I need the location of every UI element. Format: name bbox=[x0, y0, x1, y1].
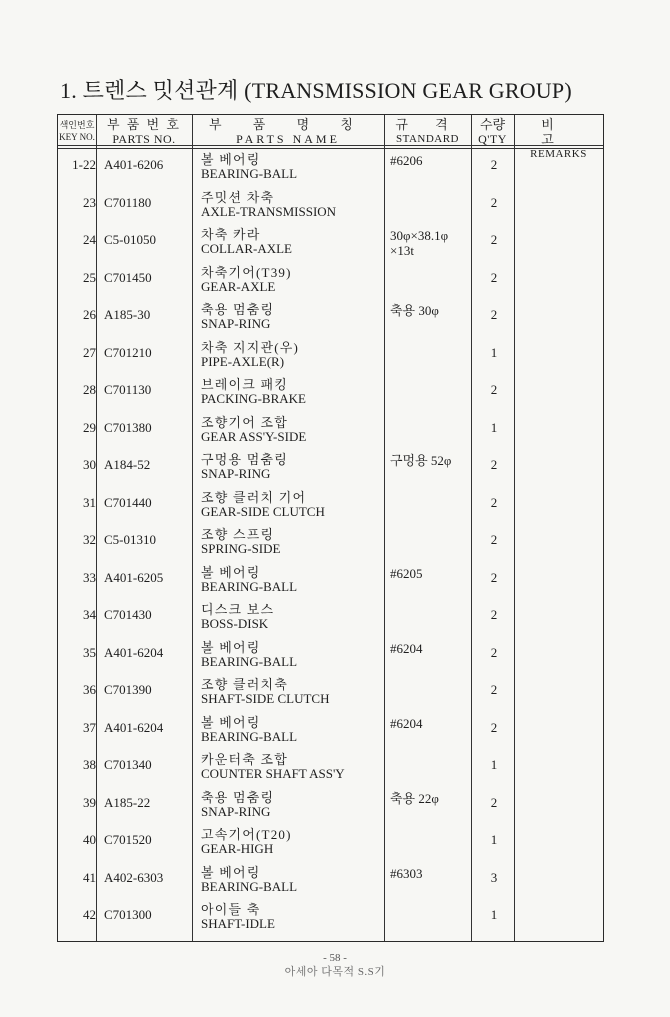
table-row bbox=[58, 151, 603, 189]
parts-name-en: SHAFT-IDLE bbox=[201, 916, 275, 931]
parts-name-ko: 볼 베어링 bbox=[201, 564, 261, 580]
table-row bbox=[58, 489, 603, 527]
parts-name-en: BEARING-BALL bbox=[201, 166, 298, 181]
parts-name-en: GEAR ASS'Y-SIDE bbox=[201, 428, 307, 444]
table-row bbox=[58, 189, 603, 227]
qty: 2 bbox=[490, 307, 498, 322]
qty: 1 bbox=[490, 907, 498, 922]
parts-name-en: SNAP-RING bbox=[201, 466, 271, 481]
parts-name-ko: 브레이크 패킹 bbox=[201, 377, 288, 392]
key-no: 37 bbox=[83, 719, 96, 735]
header-qty-en: Q'TY bbox=[478, 132, 507, 146]
standard bbox=[390, 566, 475, 581]
parts-no: C701390 bbox=[104, 682, 152, 697]
parts-no: A185-30 bbox=[104, 307, 151, 322]
header-key-en: KEY NO. bbox=[59, 132, 95, 142]
qty: 2 bbox=[490, 532, 498, 547]
qty: 2 bbox=[490, 157, 498, 172]
parts-no: A401-6206 bbox=[104, 157, 164, 172]
key-no: 42 bbox=[83, 907, 96, 922]
parts-no: C701300 bbox=[104, 907, 152, 922]
parts-name bbox=[201, 153, 391, 181]
header-parts-no-ko: 부 품 번 호 bbox=[107, 117, 181, 132]
header-parts-no bbox=[96, 117, 192, 147]
standard-line-1: 축용 22φ bbox=[390, 790, 439, 806]
parts-no: C701440 bbox=[104, 494, 152, 510]
parts-name-ko: 축용 멈춤링 bbox=[201, 789, 275, 805]
parts-name bbox=[201, 716, 391, 744]
header-qty-ko: 수량 bbox=[479, 117, 506, 132]
parts-name-en: GEAR-AXLE bbox=[201, 278, 276, 294]
standard-line-1: 구멍용 52φ bbox=[390, 453, 452, 468]
parts-name-en: SHAFT-SIDE CLUTCH bbox=[201, 691, 330, 706]
header-remarks-ko: 비 고 bbox=[541, 117, 576, 147]
parts-name bbox=[201, 378, 391, 406]
key-no: 24 bbox=[83, 232, 96, 247]
parts-name-ko: 조향기어 조합 bbox=[201, 414, 288, 430]
qty: 2 bbox=[490, 269, 498, 285]
parts-name-ko: 조향 클러치축 bbox=[201, 677, 288, 692]
footer-text: 아세아 다목적 S.S기 bbox=[284, 966, 386, 978]
key-no: 32 bbox=[83, 532, 96, 547]
standard-line-2: ×13t bbox=[390, 243, 414, 258]
parts-name-ko: 볼 베어링 bbox=[201, 864, 261, 880]
page-title: 1. 트렌스 밋션관계 (TRANSMISSION GEAR GROUP) bbox=[60, 78, 572, 103]
standard bbox=[390, 866, 475, 881]
parts-no: A401-6204 bbox=[104, 719, 164, 735]
key-no: 38 bbox=[83, 757, 96, 772]
header-parts-name-ko: 부 품 명 칭 bbox=[209, 117, 367, 132]
header-remarks-en: REMARKS bbox=[530, 148, 587, 160]
standard bbox=[390, 641, 475, 656]
parts-no: C701180 bbox=[104, 194, 152, 210]
parts-no: A402-6303 bbox=[104, 869, 164, 885]
standard bbox=[390, 716, 475, 731]
parts-name-ko: 주밋션 차축 bbox=[201, 189, 275, 205]
parts-name-ko: 카운터축 조합 bbox=[201, 752, 288, 767]
parts-no: A401-6204 bbox=[104, 644, 164, 660]
parts-name bbox=[201, 491, 391, 519]
key-no: 36 bbox=[83, 682, 96, 697]
qty: 2 bbox=[490, 382, 498, 397]
key-no: 28 bbox=[83, 382, 96, 397]
header-parts-name bbox=[192, 117, 384, 147]
parts-no: C5-01310 bbox=[104, 532, 156, 547]
parts-name bbox=[201, 303, 391, 331]
page-number: - 58 - bbox=[323, 952, 347, 964]
parts-name-ko: 볼 베어링 bbox=[201, 714, 261, 730]
table-row bbox=[58, 864, 603, 902]
parts-name-en: PACKING-BRAKE bbox=[201, 391, 306, 406]
parts-name bbox=[201, 753, 391, 781]
qty: 2 bbox=[490, 494, 498, 510]
parts-name bbox=[201, 791, 391, 819]
parts-no: A185-22 bbox=[104, 794, 151, 810]
standard-line-1: #6303 bbox=[390, 865, 423, 881]
key-no: 39 bbox=[83, 794, 96, 810]
parts-name-ko: 구멍용 멈춤링 bbox=[201, 452, 288, 467]
qty: 2 bbox=[490, 607, 498, 622]
parts-no: C701210 bbox=[104, 344, 152, 360]
standard bbox=[390, 228, 475, 258]
table-row bbox=[58, 376, 603, 414]
table-row bbox=[58, 676, 603, 714]
header-qty bbox=[471, 117, 514, 147]
parts-no: C701450 bbox=[104, 269, 152, 285]
parts-name-en: BEARING-BALL bbox=[201, 878, 298, 894]
parts-name-en: SNAP-RING bbox=[201, 316, 271, 331]
key-no: 29 bbox=[83, 419, 96, 435]
table-row bbox=[58, 264, 603, 302]
parts-name-en: COUNTER SHAFT ASS'Y bbox=[201, 766, 345, 781]
qty: 3 bbox=[490, 869, 498, 885]
key-no: 30 bbox=[83, 457, 96, 472]
parts-name-en: AXLE-TRANSMISSION bbox=[201, 203, 337, 219]
key-no: 26 bbox=[83, 307, 96, 322]
header-parts-no-en: PARTS NO. bbox=[112, 132, 176, 146]
standard bbox=[390, 791, 475, 806]
table-row bbox=[58, 751, 603, 789]
parts-name-en: SNAP-RING bbox=[201, 803, 271, 819]
header-standard bbox=[384, 117, 471, 147]
parts-no: A184-52 bbox=[104, 457, 151, 472]
parts-name bbox=[201, 566, 391, 594]
table-row bbox=[58, 414, 603, 452]
parts-name-en: GEAR-HIGH bbox=[201, 841, 274, 856]
parts-name bbox=[201, 641, 391, 669]
header-standard-en: STANDARD bbox=[395, 133, 459, 145]
parts-name-en: BOSS-DISK bbox=[201, 616, 269, 631]
standard bbox=[390, 153, 475, 168]
parts-name-en: SPRING-SIDE bbox=[201, 541, 281, 556]
parts-name-ko: 조향 클러치 기어 bbox=[201, 489, 307, 505]
standard-line-1: 30φ×38.1φ bbox=[390, 228, 449, 243]
table-row bbox=[58, 714, 603, 752]
standard-line-1: #6205 bbox=[390, 565, 423, 581]
parts-no: C701430 bbox=[104, 607, 152, 622]
parts-no: C701520 bbox=[104, 832, 152, 847]
parts-name bbox=[201, 228, 391, 256]
parts-name-ko: 차축기어(T39) bbox=[201, 264, 292, 280]
parts-name bbox=[201, 341, 391, 369]
key-no: 41 bbox=[83, 869, 96, 885]
parts-name-ko: 디스크 보스 bbox=[201, 602, 275, 617]
parts-no: C701340 bbox=[104, 757, 152, 772]
qty: 2 bbox=[490, 569, 498, 585]
qty: 1 bbox=[490, 419, 498, 435]
key-no: 35 bbox=[83, 644, 96, 660]
parts-name-ko: 볼 베어링 bbox=[201, 152, 261, 167]
standard bbox=[390, 303, 475, 318]
standard-line-1: #6204 bbox=[390, 640, 423, 656]
qty: 2 bbox=[490, 719, 498, 735]
parts-name-ko: 조향 스프링 bbox=[201, 527, 275, 542]
qty: 2 bbox=[490, 794, 498, 810]
header-standard-ko: 규 격 bbox=[395, 117, 460, 132]
parts-name bbox=[201, 453, 391, 481]
parts-name bbox=[201, 191, 391, 219]
key-no: 31 bbox=[83, 494, 96, 510]
key-no: 25 bbox=[83, 269, 96, 285]
parts-name-ko: 볼 베어링 bbox=[201, 639, 261, 655]
qty: 1 bbox=[490, 344, 498, 360]
table-row bbox=[58, 826, 603, 864]
table-row bbox=[58, 451, 603, 489]
standard-line-1: #6206 bbox=[390, 153, 423, 168]
table-row bbox=[58, 564, 603, 602]
parts-name bbox=[201, 416, 391, 444]
parts-no: C5-01050 bbox=[104, 232, 156, 247]
parts-name-ko: 축용 멈춤링 bbox=[201, 302, 275, 317]
qty: 2 bbox=[490, 457, 498, 472]
table-row bbox=[58, 526, 603, 564]
standard bbox=[390, 453, 475, 468]
parts-name-en: GEAR-SIDE CLUTCH bbox=[201, 503, 325, 519]
key-no: 1-22 bbox=[72, 157, 96, 172]
qty: 1 bbox=[490, 757, 498, 772]
parts-name-ko: 아이들 축 bbox=[201, 902, 261, 917]
header-key bbox=[58, 119, 96, 143]
table-row bbox=[58, 226, 603, 264]
parts-table bbox=[57, 114, 604, 942]
qty: 1 bbox=[490, 832, 498, 847]
table-row bbox=[58, 901, 603, 939]
parts-name-en: BEARING-BALL bbox=[201, 653, 298, 669]
standard-line-1: #6204 bbox=[390, 715, 423, 731]
key-no: 23 bbox=[83, 194, 96, 210]
key-no: 33 bbox=[83, 569, 96, 585]
table-row bbox=[58, 789, 603, 827]
parts-no: C701380 bbox=[104, 419, 152, 435]
parts-name bbox=[201, 603, 391, 631]
header-key-ko: 색인번호 bbox=[59, 120, 95, 130]
parts-name bbox=[201, 528, 391, 556]
parts-name-en: COLLAR-AXLE bbox=[201, 241, 292, 256]
parts-name bbox=[201, 866, 391, 894]
parts-name bbox=[201, 828, 391, 856]
table-row bbox=[58, 339, 603, 377]
table-row bbox=[58, 601, 603, 639]
parts-name bbox=[201, 903, 391, 931]
key-no: 40 bbox=[83, 832, 96, 847]
qty: 2 bbox=[490, 194, 498, 210]
parts-name-en: BEARING-BALL bbox=[201, 578, 298, 594]
parts-name-ko: 차축 지지관(우) bbox=[201, 339, 300, 355]
parts-name-ko: 고속기어(T20) bbox=[201, 827, 292, 842]
key-no: 34 bbox=[83, 607, 96, 622]
parts-name bbox=[201, 266, 391, 294]
parts-name bbox=[201, 678, 391, 706]
table-row bbox=[58, 639, 603, 677]
qty: 2 bbox=[490, 644, 498, 660]
key-no: 27 bbox=[83, 344, 96, 360]
qty: 2 bbox=[490, 232, 498, 247]
parts-name-en: BEARING-BALL bbox=[201, 728, 298, 744]
parts-no: A401-6205 bbox=[104, 569, 164, 585]
parts-name-ko: 차축 카라 bbox=[201, 227, 261, 242]
header-parts-name-en: PARTS NAME bbox=[236, 132, 340, 146]
qty: 2 bbox=[490, 682, 498, 697]
standard-line-1: 축용 30φ bbox=[390, 303, 439, 318]
parts-no: C701130 bbox=[104, 382, 152, 397]
parts-name-en: PIPE-AXLE(R) bbox=[201, 353, 285, 369]
table-row bbox=[58, 301, 603, 339]
